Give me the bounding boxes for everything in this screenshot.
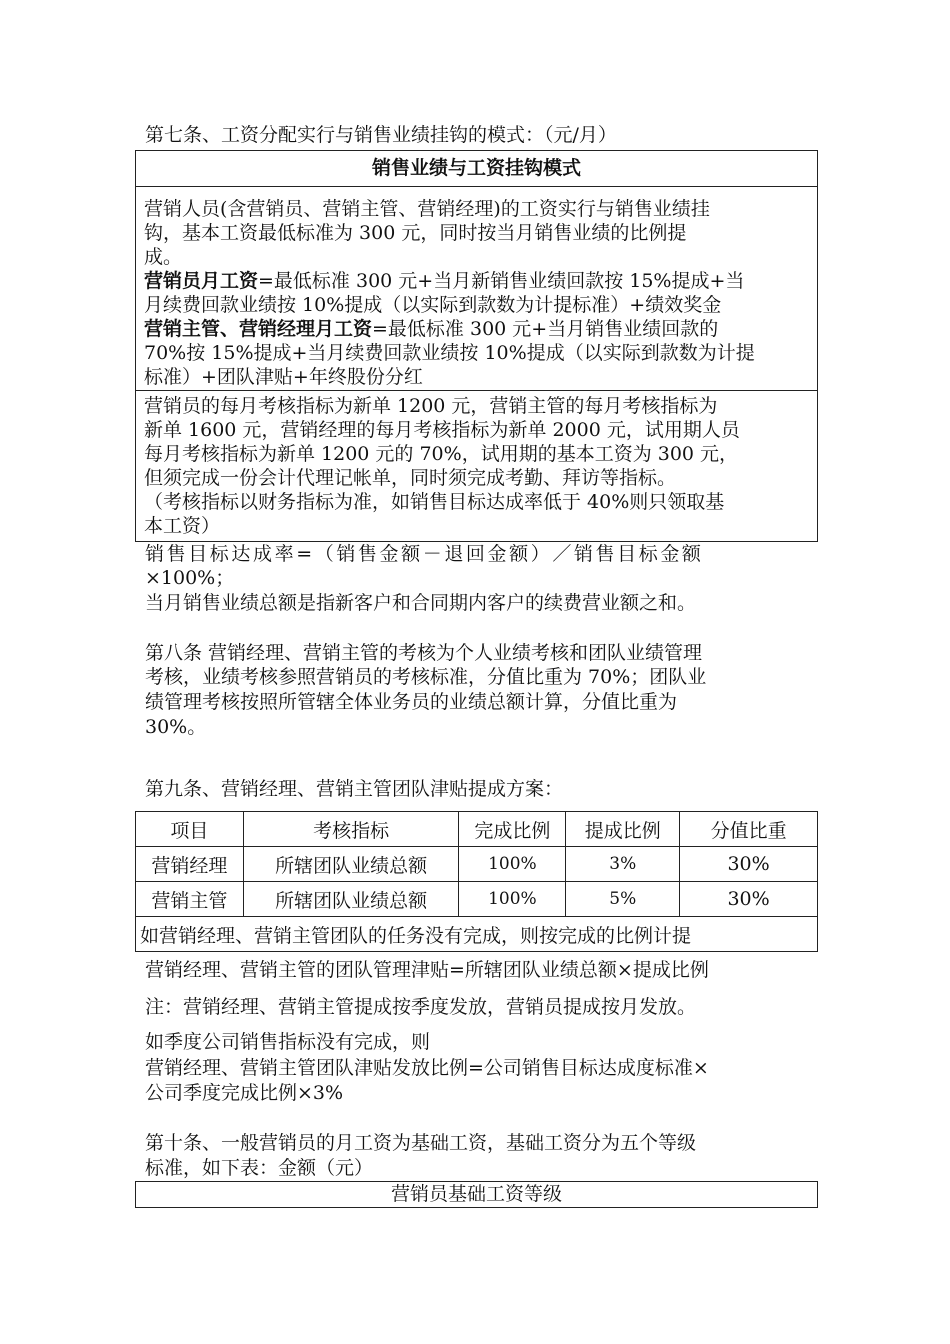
article-8-line-2: 考核，业绩考核参照营销员的考核标准，分值比重为 70%；团队业 [145, 666, 707, 688]
kpi-cell [136, 390, 817, 541]
achievement-rate-line-2: ×100%； [145, 567, 235, 589]
kpi-line-6: 本工资） [144, 515, 221, 537]
achievement-rate-line-1: 销售目标达成率=（销售金额－退回金额）／销售目标金额 [145, 543, 704, 565]
kpi-line-5: （考核指标以财务指标为准，如销售目标达成率低于 40%则只领取基 [144, 491, 725, 513]
condition-line-2: 营销经理、营销主管团队津贴发放比例=公司销售目标达成度标准× [145, 1057, 709, 1079]
row-completion: 100% [459, 847, 566, 882]
row-commission: 5% [566, 882, 680, 917]
table-row [136, 882, 818, 917]
rep-salary-line-2: 月续费回款业绩按 10%提成（以实际到款数为计提标准）+绩效奖金 [144, 294, 722, 316]
kpi-line-4: 但须完成一份会计代理记帐单，同时须完成考勤、拜访等指标。 [144, 467, 677, 489]
team-allowance-table [135, 811, 818, 952]
row-indicator: 所辖团队业绩总额 [243, 847, 459, 882]
rep-salary-line-1 [144, 269, 809, 293]
mgr-salary-line-2: 70%按 15%提成+当月续费回款业绩按 10%提成（以实际到款数为计提 [144, 342, 755, 364]
row-item: 营销主管 [136, 882, 244, 917]
article-9-heading: 第九条、营销经理、营销主管团队津贴提成方案： [145, 778, 564, 800]
payment-note: 注：营销经理、营销主管提成按季度发放，营销员提成按月发放。 [145, 996, 697, 1018]
row-item: 营销经理 [136, 847, 244, 882]
row-commission: 3% [566, 847, 680, 882]
condition-line-3: 公司季度完成比例×3% [145, 1082, 344, 1104]
article-10-line-2: 标准，如下表：金额（元） [145, 1157, 374, 1179]
intro-line-1: 营销人员(含营销员、营销主管、营销经理)的工资实行与销售业绩挂 [144, 198, 710, 220]
table-note-row [136, 917, 818, 952]
intro-line-3: 成。 [144, 246, 183, 268]
condition-line-1: 如季度公司销售指标没有完成，则 [145, 1031, 431, 1053]
mgr-salary-label: 营销主管、营销经理月工资 [144, 318, 373, 340]
base-salary-table-title: 营销员基础工资等级 [135, 1181, 818, 1208]
total-performance-line: 当月销售业绩总额是指新客户和合同期内客户的续费营业额之和。 [145, 592, 697, 614]
rep-salary-rest: =最低标准 300 元+当月新销售业绩回款按 15%提成+当 [258, 270, 745, 292]
note-cell: 如营销经理、营销主管团队的任务没有完成，则按完成的比例计提 [136, 917, 818, 952]
article-8-line-4: 30%。 [145, 716, 207, 738]
article-7-heading: 第七条、工资分配实行与销售业绩挂钩的模式：（元/月） [145, 124, 617, 146]
header-completion: 完成比例 [459, 812, 566, 847]
row-weight: 30% [680, 847, 818, 882]
table-row [136, 847, 818, 882]
intro-line-2: 钩，基本工资最低标准为 300 元，同时按当月销售业绩的比例提 [144, 222, 687, 244]
mgr-salary-rest: =最低标准 300 元+当月销售业绩回款的 [372, 318, 719, 340]
rep-salary-label: 营销员月工资 [144, 270, 259, 292]
header-item: 项目 [136, 812, 244, 847]
kpi-line-2: 新单 1600 元，营销经理的每月考核指标为新单 2000 元，试用期人员 [144, 419, 740, 441]
article-8-line-3: 绩管理考核按照所管辖全体业务员的业绩总额计算，分值比重为 [145, 691, 678, 713]
table-header-row [136, 812, 818, 847]
header-indicator: 考核指标 [243, 812, 459, 847]
salary-formula-cell [136, 186, 817, 390]
mgr-salary-line-1 [144, 317, 809, 341]
row-completion: 100% [459, 882, 566, 917]
table-title: 销售业绩与工资挂钩模式 [371, 157, 581, 179]
article-8-line-1: 第八条 营销经理、营销主管的考核为个人业绩考核和团队业绩管理 [145, 642, 703, 664]
kpi-line-3: 每月考核指标为新单 1200 元的 70%，试用期的基本工资为 300 元， [144, 443, 739, 465]
kpi-line-1: 营销员的每月考核指标为新单 1200 元，营销主管的每月考核指标为 [144, 395, 718, 417]
row-indicator: 所辖团队业绩总额 [243, 882, 459, 917]
article-10-line-1: 第十条、一般营销员的月工资为基础工资，基础工资分为五个等级 [145, 1132, 697, 1154]
allowance-formula: 营销经理、营销主管的团队管理津贴=所辖团队业绩总额×提成比例 [145, 959, 709, 981]
sales-salary-table [135, 150, 818, 542]
header-weight: 分值比重 [680, 812, 818, 847]
header-commission: 提成比例 [566, 812, 680, 847]
mgr-salary-line-3: 标准）+团队津贴+年终股份分红 [144, 366, 423, 388]
row-weight: 30% [680, 882, 818, 917]
